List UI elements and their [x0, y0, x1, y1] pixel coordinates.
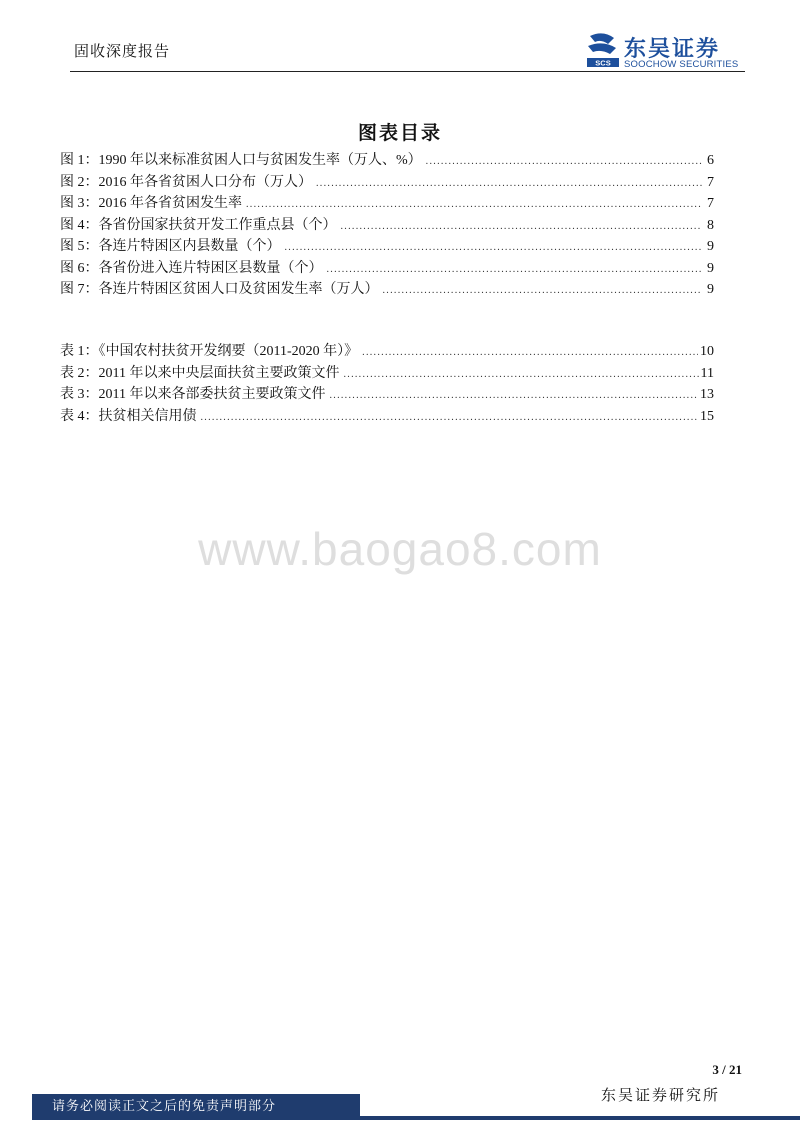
toc-entry[interactable] — [60, 150, 714, 172]
dot-leader — [343, 368, 698, 382]
footer-organization: 东吴证券研究所 — [600, 1088, 720, 1104]
toc-entry-label: 图 2：2016 年各省贫困人口分布（万人） — [60, 174, 312, 190]
toc-entry-page: 10 — [700, 344, 714, 359]
toc-entry-page: 15 — [700, 408, 714, 424]
logo-chinese-name: 东吴证券 — [624, 37, 721, 62]
toc-entry-page: 6 — [707, 153, 714, 168]
toc-entry-page: 8 — [707, 217, 714, 233]
toc-entry-page: 9 — [707, 260, 714, 276]
header-divider — [70, 71, 745, 72]
dot-leader — [285, 241, 703, 255]
footer-divider — [360, 1116, 800, 1120]
toc-entry-label: 表 1：《中国农村扶贫开发纲要（2011-2020 年）》 — [60, 344, 359, 359]
figure-list — [60, 150, 714, 301]
logo-mark-text: SCS — [595, 58, 611, 68]
toc-entry-label: 表 2：2011 年以来中央层面扶贫主要政策文件 — [60, 365, 340, 381]
toc-entry[interactable] — [60, 384, 714, 406]
dot-leader — [341, 220, 703, 234]
header-label: 固收深度报告 — [74, 44, 171, 60]
toc-entry-page: 13 — [700, 387, 714, 402]
toc-entry-page: 7 — [707, 174, 714, 190]
toc-entry-page: 11 — [700, 365, 714, 381]
toc-entry[interactable] — [60, 215, 714, 237]
dot-leader — [246, 198, 702, 212]
dot-leader — [329, 389, 698, 403]
toc-entry-page: 7 — [707, 196, 714, 211]
company-logo — [586, 32, 746, 74]
logo-english-name: SOOCHOW SECURITIES — [624, 59, 739, 70]
toc-entry[interactable] — [60, 172, 714, 194]
toc-entry-label: 表 4：扶贫相关信用债 — [60, 408, 197, 424]
toc-entry-label: 图 4：各省份国家扶贫开发工作重点县（个） — [60, 217, 337, 233]
soochow-logo-icon — [586, 32, 620, 68]
toc-entry-label: 表 3：2011 年以来各部委扶贫主要政策文件 — [60, 387, 326, 402]
toc-entry-label: 图 3：2016 年各省贫困发生率 — [60, 196, 242, 211]
toc-title: 图表目录 — [357, 123, 442, 144]
toc-entry[interactable] — [60, 279, 714, 301]
toc-entry-page: 9 — [707, 282, 714, 297]
toc-entry[interactable] — [60, 236, 714, 258]
toc-entry[interactable] — [60, 363, 714, 385]
dot-leader — [316, 177, 702, 191]
toc-entry[interactable] — [60, 406, 714, 428]
dot-leader — [362, 346, 698, 360]
dot-leader — [426, 155, 702, 169]
watermark: www.baogao8.com — [198, 523, 602, 575]
dot-leader — [327, 263, 703, 277]
toc-entry-page: 9 — [707, 239, 714, 254]
toc-entry[interactable] — [60, 258, 714, 280]
table-list — [60, 341, 714, 427]
toc-entry-label: 图 1：1990 年以来标准贫困人口与贫困发生率（万人、%） — [60, 153, 422, 168]
toc-entry-label: 图 5：各连片特困区内县数量（个） — [60, 239, 281, 254]
dot-leader — [201, 411, 699, 425]
toc-entry-label: 图 7：各连片特困区贫困人口及贫困发生率（万人） — [60, 282, 379, 297]
toc-entry-label: 图 6：各省份进入连片特困区县数量（个） — [60, 260, 323, 276]
footer-disclaimer-bar: 请务必阅读正文之后的免责声明部分 — [32, 1094, 360, 1120]
page-number: 3 / 21 — [712, 1062, 742, 1077]
toc-entry[interactable] — [60, 341, 714, 363]
toc-entry[interactable] — [60, 193, 714, 215]
dot-leader — [383, 284, 703, 298]
